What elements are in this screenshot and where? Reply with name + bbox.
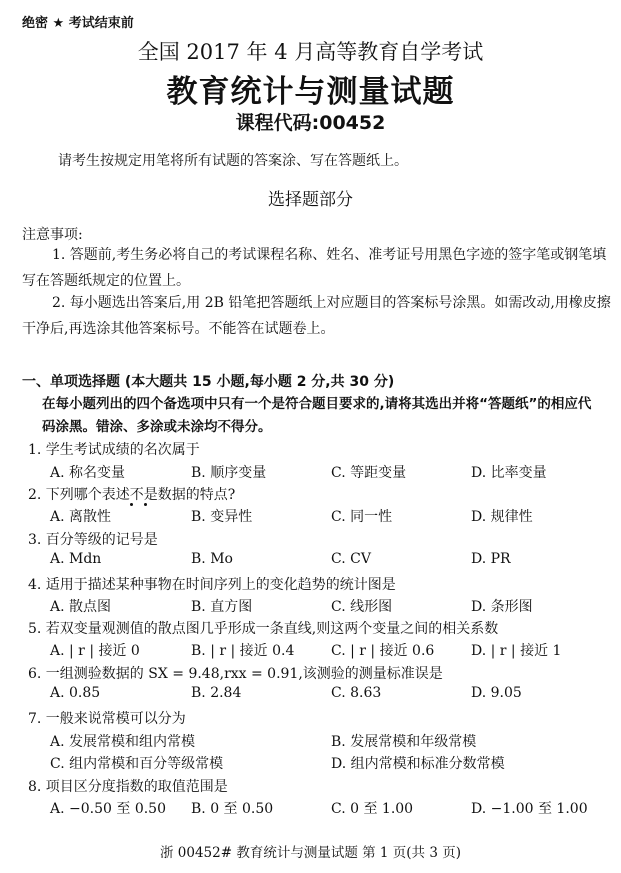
emphasis-dot [130, 503, 133, 506]
option-a: A. −0.50 至 0.50 [50, 801, 166, 817]
question-stem: 1. 学生考试成绩的名次属于 [28, 442, 200, 458]
option-b: B. 变异性 [191, 509, 253, 525]
option-c: C. 0 至 1.00 [331, 801, 414, 817]
option-a: A. 散点图 [50, 599, 112, 615]
option-d: D. PR [471, 551, 511, 567]
option-b: B. 发展常模和年级常模 [331, 734, 477, 750]
option-b: B. Mo [191, 551, 233, 567]
question-stem: 6. 一组测验数据的 SX = 9.48,rxx = 0.91,该测验的测量标准误是 [28, 666, 443, 682]
page-footer: 浙 00452# 教育统计与测量试题 第 1 页(共 3 页) [159, 845, 461, 861]
option-d: D. 9.05 [471, 685, 522, 701]
question-stem: 4. 适用于描述某种事物在时间序列上的变化趋势的统计图是 [28, 577, 396, 593]
page-title: 教育统计与测量试题 [166, 74, 455, 110]
general-instruction: 请考生按规定用笔将所有试题的答案涂、写在答题纸上。 [58, 153, 408, 169]
option-a: A. 称名变量 [50, 465, 126, 481]
part-instruction: 在每小题列出的四个备选项中只有一个是符合题目要求的,请将其选出并将“答题纸”的相应代码涂黑。错涂、多涂或未涂均不得分。 [42, 396, 592, 435]
option-b: B. 2.84 [191, 685, 242, 701]
option-d: D. | r | 接近 1 [471, 643, 562, 659]
option-c: C. 8.63 [331, 685, 382, 701]
option-d: D. −1.00 至 1.00 [471, 801, 588, 817]
option-a: A. | r | 接近 0 [50, 643, 140, 659]
option-d: D. 条形图 [471, 599, 533, 615]
option-a: A. 0.85 [50, 685, 101, 701]
note-item: 1. 答题前,考生务必将自己的考试课程名称、姓名、准考证号用黑色字迹的签字笔或钢笔填写在答题纸规定的位置上。 [22, 247, 607, 289]
option-b: B. 顺序变量 [191, 465, 267, 481]
option-a: A. 发展常模和组内常模 [50, 734, 196, 750]
course-code: 课程代码:00452 [235, 112, 386, 134]
option-c: C. 组内常模和百分等级常模 [50, 756, 224, 772]
question-stem: 5. 若双变量观测值的散点图几乎形成一条直线,则这两个变量之间的相关系数 [28, 621, 499, 637]
question-stem: 2. 下列哪个表述不是数据的特点? [28, 487, 236, 503]
option-c: C. 等距变量 [331, 465, 407, 481]
question-stem: 8. 项目区分度指数的取值范围是 [28, 779, 228, 795]
option-a: A. Mdn [50, 551, 102, 567]
option-c: C. CV [331, 551, 371, 567]
option-c: C. 线形图 [331, 599, 393, 615]
option-c: C. | r | 接近 0.6 [331, 643, 435, 659]
option-d: D. 组内常模和标准分数常模 [331, 756, 505, 772]
exam-session-line: 全国 2017 年 4 月高等教育自学考试 [137, 40, 484, 64]
section-title: 选择题部分 [268, 190, 353, 210]
option-c: C. 同一性 [331, 509, 393, 525]
option-b: B. 0 至 0.50 [191, 801, 274, 817]
part-heading: 一、单项选择题 (本大题共 15 小题,每小题 2 分,共 30 分) [22, 374, 395, 390]
note-item: 2. 每小题选出答案后,用 2B 铅笔把答题纸上对应题目的答案标号涂黑。如需改动,用橡皮擦干净后,再选涂其他答案标号。不能答在试题卷上。 [22, 295, 611, 337]
confidential-tag: 绝密 ★ 考试结束前 [22, 16, 134, 31]
question-stem: 7. 一般来说常模可以分为 [28, 711, 186, 727]
option-d: D. 比率变量 [471, 465, 547, 481]
option-a: A. 离散性 [50, 509, 112, 525]
option-b: B. 直方图 [191, 599, 253, 615]
emphasis-dot [144, 503, 147, 506]
question-stem: 3. 百分等级的记号是 [28, 532, 158, 548]
option-d: D. 规律性 [471, 509, 533, 525]
option-b: B. | r | 接近 0.4 [191, 643, 295, 659]
notes-heading: 注意事项: [22, 227, 83, 243]
